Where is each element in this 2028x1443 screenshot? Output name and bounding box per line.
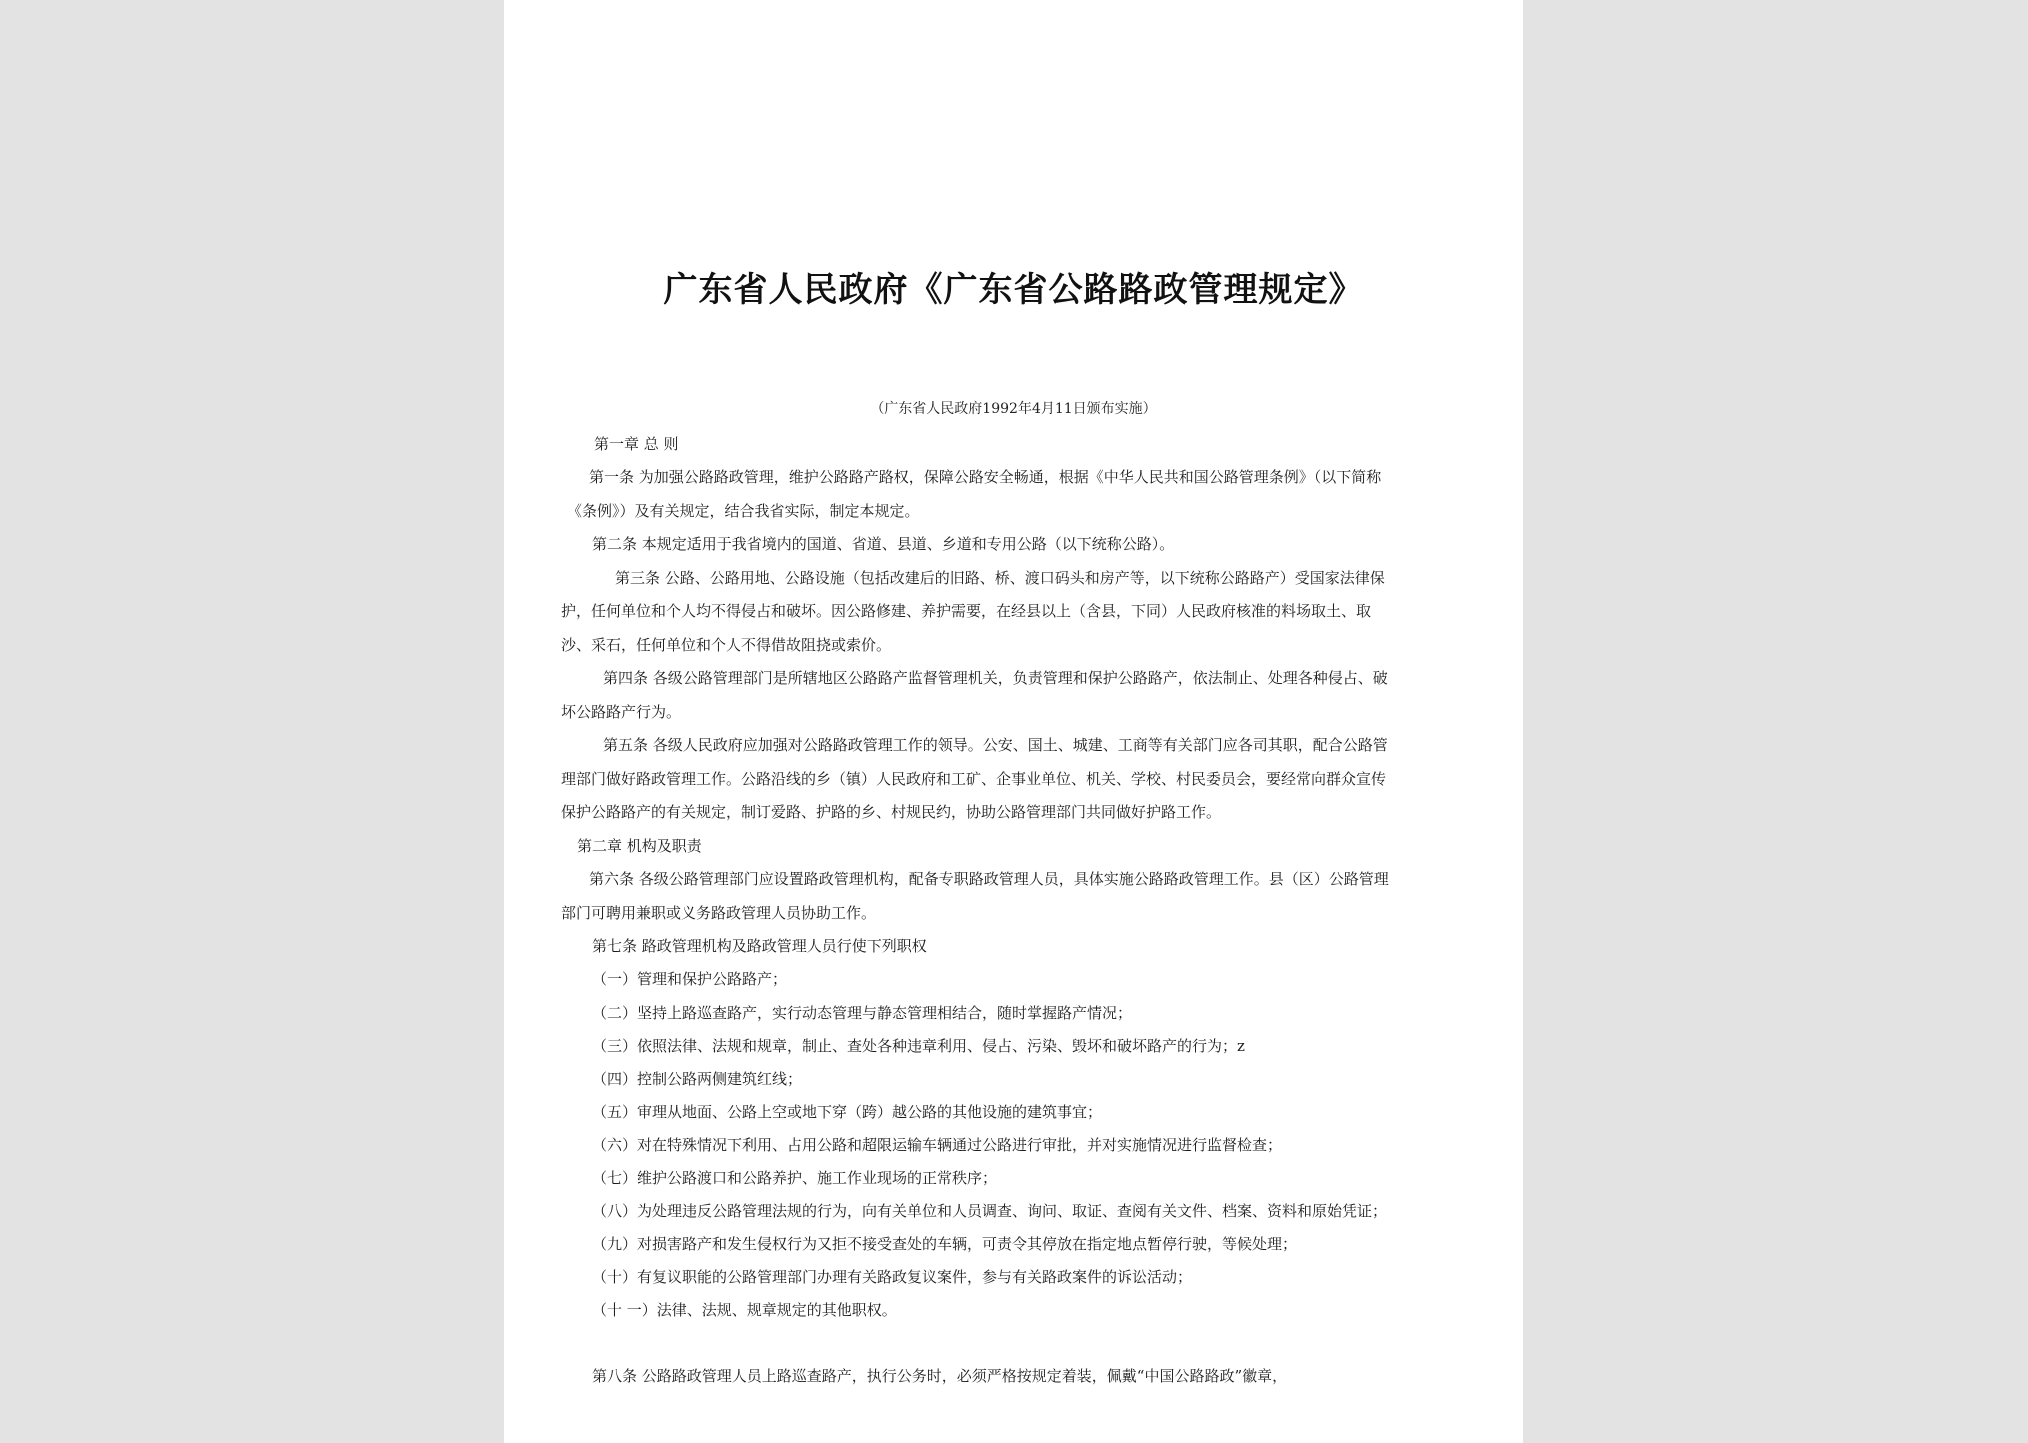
text-line: 第七条 路政管理机构及路政管理人员行使下列职权 — [592, 937, 927, 955]
list-item: （六）对在特殊情况下利用、占用公路和超限运输车辆通过公路进行审批，并对实施情况进行监督检查； — [592, 1136, 1283, 1154]
list-item: （三）依照法律、法规和规章，制止、查处各种违章利用、侵占、污染、毁坏和破坏路产的行为；z — [592, 1037, 1245, 1055]
chapter-heading: 第一章 总 则 — [594, 435, 679, 453]
text-line: 理部门做好路政管理工作。公路沿线的乡（镇）人民政府和工矿、企事业单位、机关、学校、村民委员会，要经常向群众宣传 — [561, 770, 1387, 788]
list-item: （五）审理从地面、公路上空或地下穿（跨）越公路的其他设施的建筑事宜； — [592, 1103, 1103, 1121]
text-line: 部门可聘用兼职或义务路政管理人员协助工作。 — [561, 904, 877, 922]
list-item: （十 一）法律、法规、规章规定的其他职权。 — [592, 1301, 897, 1319]
list-item: （八）为处理违反公路管理法规的行为，向有关单位和人员调查、询问、取证、查阅有关文件、档案、资料和原始凭证； — [592, 1202, 1388, 1220]
list-item: （七）维护公路渡口和公路养护、施工作业现场的正常秩序； — [592, 1169, 998, 1187]
text-line: 第四条 各级公路管理部门是所辖地区公路路产监督管理机关，负责管理和保护公路路产，依法制止、处理各种侵占、破 — [603, 669, 1388, 687]
text-line: 第二条 本规定适用于我省境内的国道、省道、县道、乡道和专用公路（以下统称公路）。 — [592, 535, 1175, 553]
text-line: 第一条 为加强公路路政管理，维护公路路产路权，保障公路安全畅通，根据《中华人民共和国公路管理条例》（以下简称 — [589, 468, 1382, 486]
document-title: 广东省人民政府《广东省公路路政管理规定》 — [663, 270, 1364, 310]
text-line: 坏公路路产行为。 — [561, 703, 682, 721]
list-item: （十）有复议职能的公路管理部门办理有关路政复议案件，参与有关路政案件的诉讼活动； — [592, 1268, 1193, 1286]
text-line: 第八条 公路路政管理人员上路巡查路产，执行公务时，必须严格按规定着装，佩戴“中国公路路政”徽章， — [592, 1367, 1288, 1385]
list-item: （二）坚持上路巡查路产，实行动态管理与静态管理相结合，随时掌握路产情况； — [592, 1004, 1133, 1022]
text-line: 第三条 公路、公路用地、公路设施（包括改建后的旧路、桥、渡口码头和房产等，以下统称公路路产）受国家法律保 — [615, 569, 1385, 587]
chapter-heading: 第二章 机构及职责 — [577, 837, 702, 855]
document-page — [504, 0, 1523, 1443]
list-item: （一）管理和保护公路路产； — [592, 970, 788, 988]
text-line: 沙、采石，任何单位和个人不得借故阻挠或索价。 — [561, 636, 892, 654]
document-subtitle: （广东省人民政府1992年4月11日颁布实施） — [870, 401, 1157, 417]
list-item: （四）控制公路两侧建筑红线； — [592, 1070, 803, 1088]
text-line: 第五条 各级人民政府应加强对公路路政管理工作的领导。公安、国土、城建、工商等有关部门应各司其职，配合公路管 — [603, 736, 1388, 754]
text-line: 《条例》）及有关规定，结合我省实际，制定本规定。 — [567, 502, 920, 520]
list-item: （九）对损害路产和发生侵权行为又拒不接受查处的车辆，可责令其停放在指定地点暂停行驶，等候处理； — [592, 1235, 1298, 1253]
text-line: 保护公路路产的有关规定，制订爱路、护路的乡、村规民约，协助公路管理部门共同做好护路工作。 — [561, 803, 1222, 821]
text-line: 护，任何单位和个人均不得侵占和破坏。因公路修建、养护需要，在经县以上（含县，下同）人民政府核准的料场取土、取 — [561, 602, 1372, 620]
text-line: 第六条 各级公路管理部门应设置路政管理机构，配备专职路政管理人员，具体实施公路路政管理工作。县（区）公路管理 — [589, 870, 1389, 888]
